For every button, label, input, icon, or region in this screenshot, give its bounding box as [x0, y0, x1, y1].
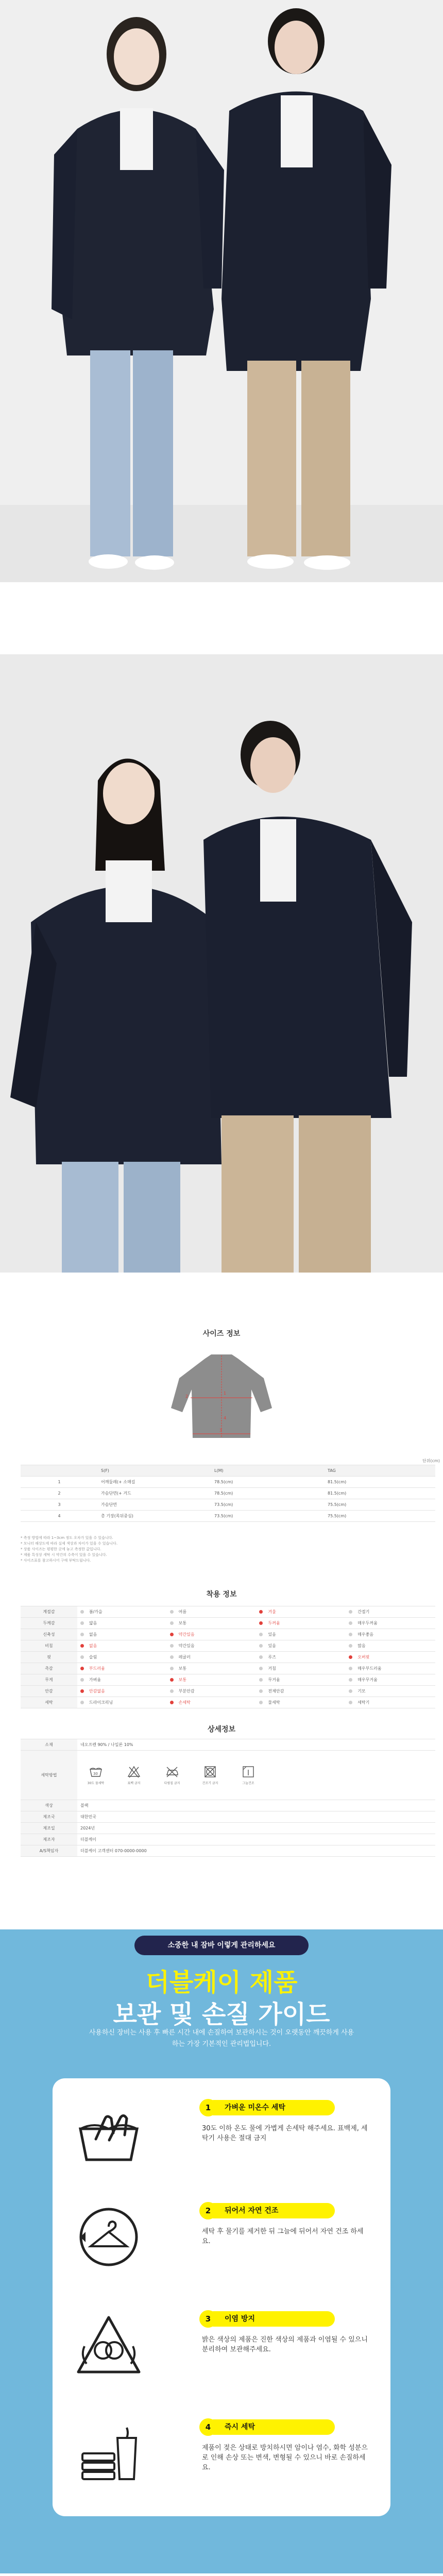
fit-option: [77, 1629, 167, 1640]
unselected-dot-icon: [259, 1655, 263, 1659]
care-step-text: 30도 이하 온도 물에 가볍게 손세탁 해주세요. 표백제, 세탁기 사용은 절대 금지: [202, 2125, 368, 2142]
care-step-title: 가벼운 미온수 세탁: [206, 2100, 335, 2115]
fit-option: [167, 1697, 257, 1708]
unselected-dot-icon: [80, 1621, 84, 1625]
unselected-dot-icon: [80, 1610, 84, 1614]
fit-option-label: 가벼움: [89, 1677, 101, 1682]
selected-dot-icon: [259, 1610, 263, 1614]
detail-table: [21, 1739, 435, 1857]
fit-option-label: 손세탁: [178, 1700, 191, 1705]
unselected-dot-icon: [349, 1621, 352, 1625]
unselected-dot-icon: [259, 1667, 263, 1670]
size-header-cell: [21, 1465, 98, 1477]
shade-dry-icon: [238, 1765, 259, 1785]
fit-option-label: 보통: [178, 1621, 187, 1625]
fit-option-label: 전체안감: [268, 1689, 284, 1693]
fit-option: [346, 1618, 435, 1629]
detail-label: 제조일: [21, 1823, 77, 1834]
fit-option: [346, 1629, 435, 1640]
fit-option: [346, 1663, 435, 1674]
fit-option-label: 있음: [268, 1632, 276, 1637]
hanger-dry-icon: [75, 2206, 142, 2268]
folded-clothes-icon: [75, 2422, 142, 2484]
care-step-text: 제품이 젖은 상태로 방치하시면 암이나 염수, 화학 성분으로 인해 손상 또는 변색, 변형될 수 있으니 바로 손질하세요.: [202, 2444, 368, 2471]
fit-option-label: 매우무거움: [357, 1677, 378, 1682]
model-photo-couple-close: [0, 654, 443, 1273]
size-cell: 73.5(cm): [211, 1499, 325, 1511]
fit-option: [256, 1652, 346, 1663]
fit-option-label: 물세탁: [268, 1700, 280, 1705]
fit-option: [256, 1686, 346, 1697]
detail-row: [21, 1834, 435, 1845]
detail-label: 제조국: [21, 1811, 77, 1823]
unselected-dot-icon: [80, 1678, 84, 1682]
basin-wash-icon: [75, 2103, 142, 2165]
care-step-title: 이염 방지: [206, 2311, 335, 2327]
unselected-dot-icon: [349, 1610, 352, 1614]
size-cell: 81.5(cm): [325, 1488, 435, 1499]
fit-row: [21, 1618, 435, 1629]
selected-dot-icon: [259, 1621, 263, 1625]
fit-option-label: 간절기: [357, 1609, 370, 1614]
fit-option-label: 있음: [268, 1643, 276, 1648]
fit-option: [256, 1629, 346, 1640]
fit-label: 무게: [21, 1674, 77, 1686]
care-icon-label: 표백 금지: [127, 1782, 141, 1785]
unselected-dot-icon: [170, 1667, 174, 1670]
fit-option-label: 겨울: [268, 1609, 276, 1614]
svg-text:3: 3: [219, 1428, 223, 1433]
fit-option-label: 부드러움: [89, 1666, 105, 1671]
size-table-row: [21, 1499, 435, 1511]
detail-row: [21, 1800, 435, 1811]
size-table-row: [21, 1477, 435, 1488]
fit-label: 핏: [21, 1652, 77, 1663]
fit-option-label: 없음: [89, 1632, 97, 1637]
detail-row: [21, 1739, 435, 1751]
size-note: * 상품 사이즈는 평평한 곳에 놓고 측정한 값입니다.: [21, 1547, 101, 1551]
fit-option-label: 오버핏: [357, 1655, 370, 1659]
selected-dot-icon: [170, 1633, 174, 1636]
fit-option-label: 루즈: [268, 1655, 276, 1659]
size-note: * 측정 방법에 따라 1~3cm 정도 오차가 있을 수 있습니다.: [21, 1536, 113, 1540]
size-cell: 3: [21, 1499, 98, 1511]
detail-row: [21, 1823, 435, 1834]
svg-text:1: 1: [224, 1391, 227, 1396]
no-dye-transfer-icon: [75, 2314, 142, 2376]
size-table-row: [21, 1488, 435, 1499]
fit-table: [21, 1606, 435, 1708]
care-step-number: 1: [199, 2099, 217, 2116]
fit-option-label: 기모: [357, 1689, 366, 1693]
fit-option: [256, 1663, 346, 1674]
fit-row: [21, 1652, 435, 1663]
size-cell: 78.5(cm): [211, 1477, 325, 1488]
unselected-dot-icon: [80, 1701, 84, 1704]
wash-30-icon: [86, 1765, 106, 1785]
fit-row: [21, 1606, 435, 1618]
fit-option: [77, 1606, 167, 1618]
size-cell: 2: [21, 1488, 98, 1499]
fit-option-label: 얇음: [89, 1621, 97, 1625]
size-diagram: [170, 1347, 273, 1445]
care-step-number: 2: [199, 2202, 217, 2219]
fit-option: [256, 1640, 346, 1652]
fit-option: [256, 1606, 346, 1618]
fit-option: [167, 1606, 257, 1618]
size-cell: 75.5(cm): [325, 1499, 435, 1511]
fit-option-label: 많음: [357, 1643, 366, 1648]
fit-row: [21, 1629, 435, 1640]
unselected-dot-icon: [170, 1621, 174, 1625]
size-header-cell: TAG: [325, 1465, 435, 1477]
unselected-dot-icon: [170, 1610, 174, 1614]
unselected-dot-icon: [259, 1689, 263, 1693]
model-photo-couple-front: [0, 0, 443, 582]
fit-row: [21, 1686, 435, 1697]
fit-option: [346, 1606, 435, 1618]
svg-text:4: 4: [224, 1416, 227, 1420]
care-guide-description: 사용하신 장비는 사용 후 빠른 시간 내에 손질하여 보관하시는 것이 오랫동안 깨끗하게 사용하는 가장 기본적인 관리법입니다.: [89, 2029, 354, 2048]
fit-option: [256, 1674, 346, 1686]
detail-row: [21, 1845, 435, 1857]
fit-option-label: 보통: [178, 1677, 187, 1682]
fit-row: [21, 1674, 435, 1686]
detail-label: 색상: [21, 1800, 77, 1811]
size-header-cell: L(M): [211, 1465, 325, 1477]
detail-value: 네오프렌 90% / 나일론 10%: [77, 1739, 435, 1751]
fit-label: 안감: [21, 1686, 77, 1697]
unselected-dot-icon: [349, 1678, 352, 1682]
fit-option-label: 봄/가을: [89, 1609, 103, 1614]
unselected-dot-icon: [80, 1633, 84, 1636]
size-cell: 73.5(cm): [211, 1511, 325, 1522]
selected-dot-icon: [80, 1689, 84, 1693]
fit-option: [346, 1674, 435, 1686]
size-notes: [21, 1535, 309, 1564]
fit-row: [21, 1697, 435, 1708]
fit-option-label: 부분안감: [178, 1689, 195, 1693]
size-cell: 4: [21, 1511, 98, 1522]
care-icon-label: 그늘건조: [242, 1782, 254, 1785]
care-guide-title-line2: 보관 및 손질 가이드: [113, 2000, 330, 2029]
fit-option: [77, 1663, 167, 1674]
care-step-number: 3: [199, 2310, 217, 2328]
fit-option-label: 매우두꺼움: [357, 1621, 378, 1625]
size-cell: 가슴단면: [98, 1499, 211, 1511]
fit-option-label: 세탁기: [357, 1700, 370, 1705]
size-unit-label: 단위(cm): [422, 1459, 440, 1463]
unselected-dot-icon: [170, 1689, 174, 1693]
fit-row: [21, 1663, 435, 1674]
selected-dot-icon: [349, 1655, 352, 1659]
fit-option: [77, 1674, 167, 1686]
fit-option: [77, 1686, 167, 1697]
size-note: * 모니터 해상도에 따라 실제 색상과 차이가 있을 수 있습니다.: [21, 1541, 118, 1546]
size-table-header-row: [21, 1465, 435, 1477]
svg-text:30: 30: [93, 1772, 98, 1776]
fit-option: [167, 1618, 257, 1629]
fit-row: [21, 1640, 435, 1652]
care-step-text: 세탁 후 물기를 제거한 뒤 그늘에 뒤어서 자연 건조 하세요.: [202, 2228, 364, 2245]
fit-option-label: 매우좋음: [357, 1632, 374, 1637]
fit-option: [167, 1674, 257, 1686]
fit-label: 계절감: [21, 1606, 77, 1618]
detail-value: 더블케이 고객센터 070-0000-0000: [77, 1845, 435, 1857]
fit-option: [167, 1663, 257, 1674]
no-tumble-icon: [200, 1765, 220, 1785]
selected-dot-icon: [170, 1678, 174, 1682]
detail-label: 제조자: [21, 1834, 77, 1845]
fit-option-label: 보통: [178, 1666, 187, 1671]
detail-value: 대한민국: [77, 1811, 435, 1823]
fit-option: [77, 1640, 167, 1652]
unselected-dot-icon: [349, 1689, 352, 1693]
fit-option: [167, 1640, 257, 1652]
detail-label: 소재: [21, 1739, 77, 1751]
care-step-number: 4: [199, 2418, 217, 2436]
fit-option: [77, 1697, 167, 1708]
fit-option: [256, 1697, 346, 1708]
fit-option-label: 드라이크리닝: [89, 1700, 113, 1705]
fit-section-title: 착용 정보: [206, 1590, 237, 1599]
fit-option: [167, 1652, 257, 1663]
unselected-dot-icon: [349, 1633, 352, 1636]
care-icon-label: 다림질 금지: [164, 1782, 180, 1785]
detail-row: [21, 1811, 435, 1823]
fit-option-label: 레귤러: [178, 1655, 191, 1659]
svg-text:2: 2: [185, 1394, 189, 1399]
fit-label: 신축성: [21, 1629, 77, 1640]
fit-option: [77, 1652, 167, 1663]
unselected-dot-icon: [170, 1655, 174, 1659]
size-cell: 81.5(cm): [325, 1477, 435, 1488]
unselected-dot-icon: [349, 1667, 352, 1670]
care-step-text: 밝은 색상의 제품은 진한 색상의 제품과 이염될 수 있으니 분리하여 보관해주세요.: [202, 2336, 368, 2353]
care-step-title: 뒤어서 자연 건조: [206, 2203, 335, 2218]
care-step: [53, 2403, 390, 2501]
size-cell: 총 기장(목뒤중심): [98, 1511, 211, 1522]
unselected-dot-icon: [170, 1644, 174, 1648]
unselected-dot-icon: [259, 1633, 263, 1636]
size-note: * 사이즈표를 참고하시어 구매 부탁드립니다.: [21, 1558, 91, 1563]
fit-label: 두께감: [21, 1618, 77, 1629]
no-bleach-icon: [124, 1765, 144, 1785]
size-note: * 제품 특성상 세탁 시 약간의 수축이 있을 수 있습니다.: [21, 1553, 107, 1557]
care-guide-card: [53, 2078, 390, 2516]
fit-option: [77, 1618, 167, 1629]
care-icon-label: 30도 물세탁: [87, 1782, 105, 1785]
unselected-dot-icon: [259, 1644, 263, 1648]
no-iron-icon: [162, 1765, 182, 1785]
fit-option: [256, 1618, 346, 1629]
unselected-dot-icon: [259, 1678, 263, 1682]
unselected-dot-icon: [349, 1701, 352, 1704]
detail-row-care: [21, 1751, 435, 1800]
unselected-dot-icon: [259, 1701, 263, 1704]
selected-dot-icon: [170, 1701, 174, 1704]
size-table: [21, 1465, 435, 1522]
unselected-dot-icon: [349, 1644, 352, 1648]
care-step: [53, 2295, 390, 2393]
fit-option-label: 슬림: [89, 1655, 97, 1659]
fit-label: 세탁: [21, 1697, 77, 1708]
size-table-row: [21, 1511, 435, 1522]
size-cell: 78.5(cm): [211, 1488, 325, 1499]
fit-option-label: 약간있음: [178, 1643, 195, 1648]
care-icons-cell: [77, 1751, 435, 1800]
fit-option-label: 약간있음: [178, 1632, 195, 1637]
care-guide-section: [0, 1929, 443, 2573]
fit-label: 비침: [21, 1640, 77, 1652]
detail-label: A/S책임자: [21, 1845, 77, 1857]
detail-label: 세탁방법: [21, 1751, 77, 1800]
unselected-dot-icon: [80, 1655, 84, 1659]
detail-value: 2024년: [77, 1823, 435, 1834]
size-cell: 75.5(cm): [325, 1511, 435, 1522]
size-cell: 1: [21, 1477, 98, 1488]
size-cell: 가슴단면(+ 겨드: [98, 1488, 211, 1499]
fit-option-label: 여름: [178, 1609, 187, 1614]
detail-value: 블랙: [77, 1800, 435, 1811]
care-step: [53, 2187, 390, 2284]
detail-value: 더블케이: [77, 1834, 435, 1845]
fit-option: [346, 1640, 435, 1652]
fit-option: [346, 1652, 435, 1663]
selected-dot-icon: [80, 1667, 84, 1670]
fit-option-label: 매우부드러움: [357, 1666, 382, 1671]
size-section-title: 사이즈 정보: [202, 1330, 241, 1338]
care-step: [53, 2083, 390, 2181]
fit-option: [346, 1697, 435, 1708]
fit-label: 촉감: [21, 1663, 77, 1674]
fit-option: [167, 1686, 257, 1697]
fit-option-label: 없음: [89, 1643, 97, 1648]
size-cell: 어깨둘레(+ 소매길: [98, 1477, 211, 1488]
care-icons: [80, 1765, 432, 1785]
size-header-cell: S(F): [98, 1465, 211, 1477]
fit-option: [167, 1629, 257, 1640]
care-guide-pill: 소중한 내 잠바 이렇게 관리하세요: [134, 1936, 309, 1955]
care-step-title: 즉시 세탁: [206, 2419, 335, 2435]
fit-option-label: 거침: [268, 1666, 276, 1671]
selected-dot-icon: [80, 1644, 84, 1648]
fit-option-label: 안감없음: [89, 1689, 105, 1693]
fit-option: [346, 1686, 435, 1697]
detail-section-title: 상세정보: [207, 1725, 236, 1734]
fit-option-label: 두꺼움: [268, 1621, 280, 1625]
fit-option-label: 무거움: [268, 1677, 280, 1682]
care-guide-title-line1: 더블케이 제품: [145, 1968, 298, 1997]
care-icon-label: 건조기 금지: [202, 1782, 218, 1785]
